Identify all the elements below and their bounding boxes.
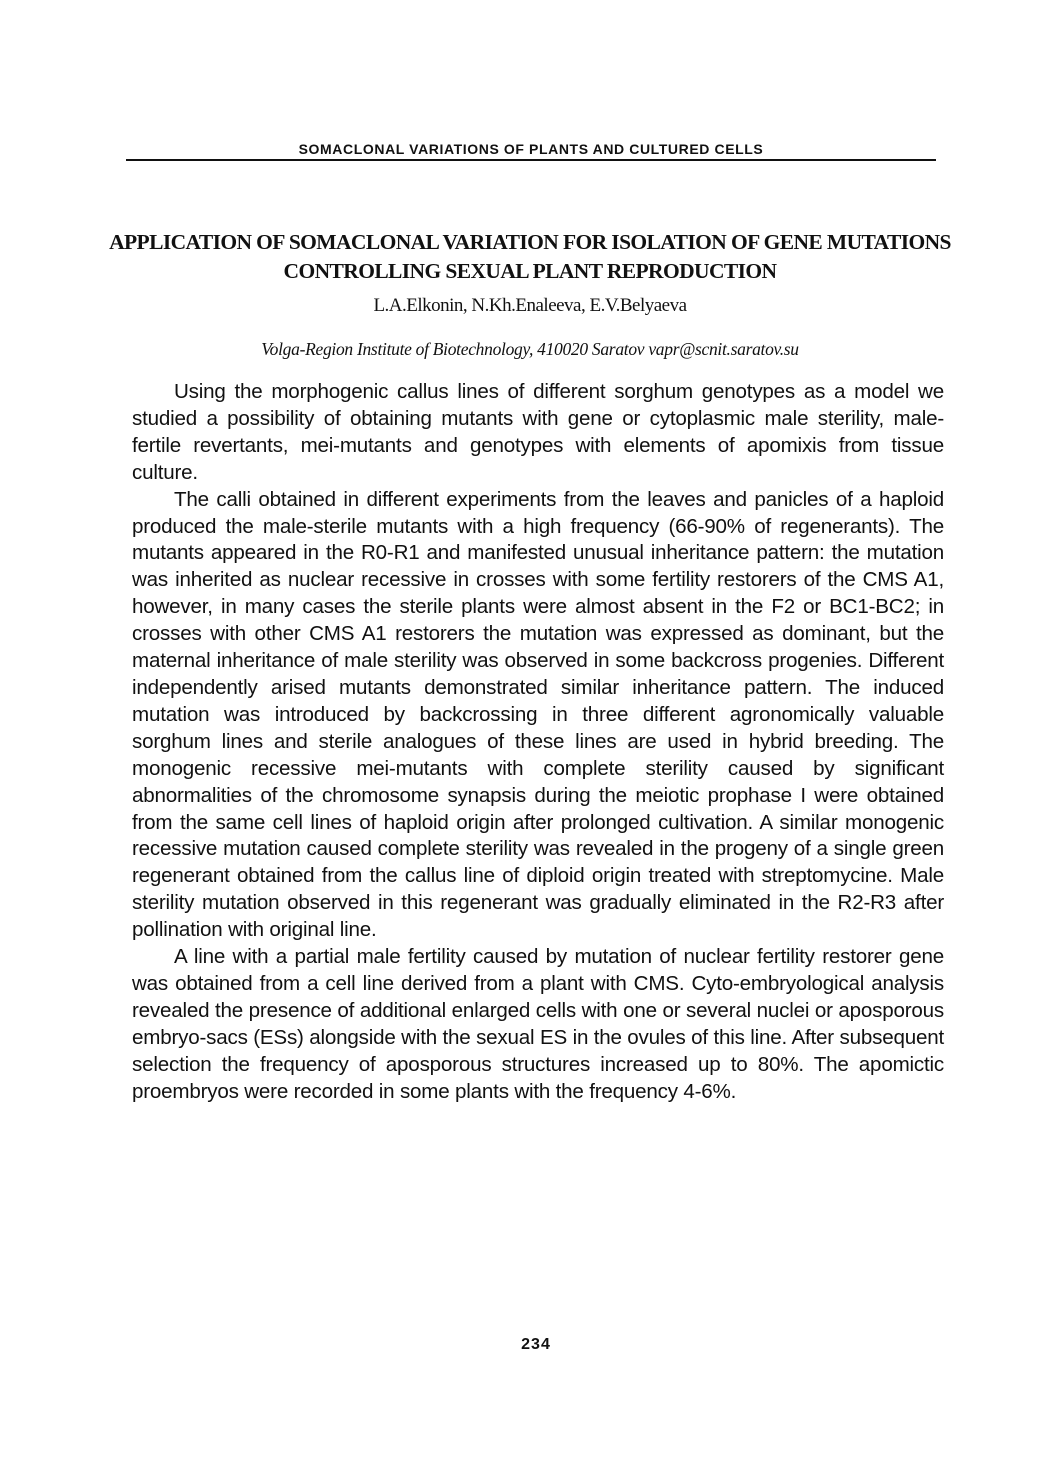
page-number: 234 [521,1336,551,1353]
paragraph-3: A line with a partial male fertility caused by mutation of nuclear fertility restorer gene was obtained from a cell line derived from a plant with CMS. Cyto-embryological analysis revealed the presence of additional enlarged cells with one or several nuclei or aposporous embryo-sacs (ESs) alongside with the sexual ES in the ovules of this line. After subsequent selection the frequency of aposporous structures increased up to 80%. The apomictic proembryos were recorded in some plants with the frequency 4-6%. [132,945,944,1103]
paper-title: APPLICATION OF SOMACLONAL VARIATION FOR ISOLATION OF GENE MUTATIONS CONTROLLING SEXUAL PLANT REPRODUCTION [109,230,951,283]
paragraph-1: Using the morphogenic callus lines of different sorghum genotypes as a model we studied a possibility of obtaining mutants with gene or cytoplasmic male sterility, male-fertile revertants, mei-mutants and genotypes with elements of apomixis from tissue culture. [132,380,944,484]
abstract-body [132,379,944,1105]
affiliation: Volga-Region Institute of Biotechnology, 410020 Saratov vapr@scnit.saratov.su [261,339,799,359]
paragraph-2: The calli obtained in different experiments from the leaves and panicles of a haploid produced the male-sterile mutants with a high frequency (66-90% of regenerants). The mutants appeared in the R0-R1 and manifested unusual inheritance pattern: the mutation was inherited as nuclear recessive in crosses with some fertility restorers of the CMS A1, however, in many cases the sterile plants were almost absent in the F2 or BC1-BC2; in crosses with other CMS A1 restorers the mutation was expressed as dominant, but the maternal inheritance of male sterility was observed in some backcross progenies. Different independently arised mutants demonstrated similar inheritance pattern. The induced mutation was introduced by backcrossing in three different agronomically valuable sorghum lines and sterile analogues of these lines are used in hybrid breeding. The monogenic recessive mei-mutants with complete sterility caused by significant abnormalities of the chromosome synapsis during the meiotic prophase I were obtained from the same cell lines of haploid origin after prolonged cultivation. A similar monogenic recessive mutation caused complete sterility was revealed in the progeny of a single green regenerant obtained from the callus line of diploid origin treated with streptomycine. Male sterility mutation observed in this regenerant was gradually eliminated in the R2-R3 after pollination with original line. [132,487,944,942]
authors: L.A.Elkonin, N.Kh.Enaleeva, E.V.Belyaeva [373,295,687,316]
header-rule [126,159,936,161]
running-header: SOMACLONAL VARIATIONS OF PLANTS AND CULTURED CELLS [298,141,764,157]
